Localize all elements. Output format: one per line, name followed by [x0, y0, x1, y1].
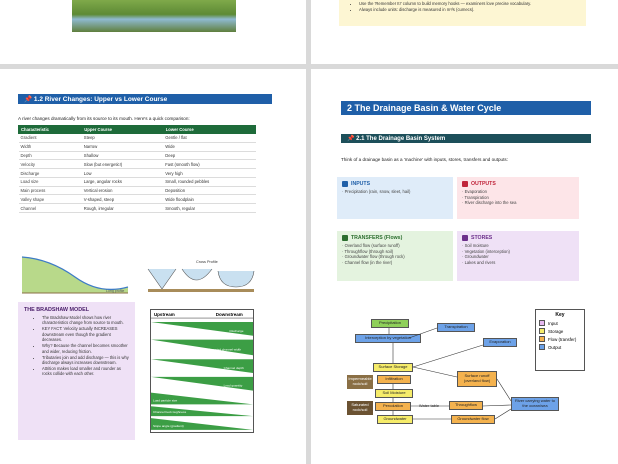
table-cell: Vertical erosion [82, 186, 163, 195]
outputs-card [457, 177, 579, 219]
table-row [19, 142, 256, 151]
tip-item: • Use the 'Remember It!' column to build memory hooks — examiners love precise vocabulary. [359, 1, 578, 7]
key-title: Key [555, 312, 565, 318]
bradshaw-chart [150, 309, 254, 433]
bradshaw-point: • Why? Because the channel becomes smoother and wider, reducing friction. [42, 343, 129, 354]
table-row [19, 169, 256, 178]
table-cell: Width [19, 142, 82, 151]
inputs-item: · Precipitation (rain, snow, sleet, hail) [342, 189, 411, 194]
table-cell: Valley shape [19, 195, 82, 204]
transfers-icon [342, 235, 348, 241]
surface-runoff-box: Surface runoff (overland flow) [457, 371, 497, 387]
transfers-item: · Groundwater flow (through rock) [342, 254, 405, 260]
upstream-label: Upstream [153, 312, 175, 318]
tip-item: • Always include units: discharge is measured in m³/s (cumecs). [359, 7, 578, 13]
stores-item: · Soil moisture [462, 243, 489, 248]
wedge-label: Load particle size [152, 398, 178, 403]
comparison-table [18, 125, 256, 213]
table-cell: Large, angular rocks [82, 177, 163, 186]
downstream-label: Downstream [215, 312, 243, 318]
section-heading: 📌 2.1 The Drainage Basin System [341, 134, 591, 143]
transpiration-box: Transpiration [437, 323, 475, 332]
transfers-item: · Overland flow (surface runoff) [342, 243, 400, 248]
section-heading: 📌 1.2 River Changes: Upper vs Lower Course [18, 94, 272, 104]
page-fragment-top-left [0, 0, 306, 64]
table-cell: Small, rounded pebbles [163, 177, 255, 186]
section-intro: A river changes dramatically from its source to its mouth. Here's a quick comparison: [18, 116, 190, 121]
inputs-title: INPUTS [351, 181, 371, 187]
inputs-icon [342, 181, 348, 187]
wedge-label: Discharge [229, 328, 244, 333]
table-cell: Smooth, regular [163, 204, 255, 213]
table-header: Lower Course [163, 126, 255, 134]
bradshaw-model-box [18, 302, 135, 440]
stores-title: STORES [471, 235, 493, 241]
table-cell: Shallow [82, 151, 163, 160]
stores-item: · Groundwater [462, 254, 489, 260]
cross-profile-label: Cross Profile [196, 260, 218, 264]
water-table-label: Water table [418, 403, 440, 409]
table-cell: Load size [19, 177, 82, 186]
table-header: Characteristic [19, 126, 82, 134]
river-photo [72, 0, 236, 32]
key-entry: Storage [539, 328, 581, 334]
table-cell: Rough, irregular [82, 204, 163, 213]
water-cycle-diagram [347, 305, 585, 449]
key-entry: Input [539, 320, 581, 326]
river-output-box: River carrying water to the ocean/sea [511, 397, 559, 411]
table-row [19, 160, 256, 169]
table-cell: Wide [163, 142, 255, 151]
groundwater-flow-box: Groundwater flow [451, 415, 495, 424]
table-cell: Gradient [19, 134, 82, 143]
evaporation-box: Evaporation [483, 338, 517, 347]
groundwater-box: Groundwater [377, 415, 413, 424]
transfers-item: · Channel flow (in the river) [342, 259, 393, 265]
wedge-label: Slope angle (gradient) [152, 423, 184, 428]
section-intro: Think of a drainage basin as a 'machine' with inputs, stores, transfers and outputs: [341, 157, 508, 162]
table-header-row [19, 126, 256, 134]
key-entry: Output [539, 344, 581, 350]
table-row [19, 151, 256, 160]
transfers-item: · Throughflow (through soil) [342, 248, 394, 254]
table-row [19, 195, 256, 204]
table-cell: Discharge [19, 169, 82, 178]
table-cell: Very high [163, 169, 255, 178]
table-cell: Narrow [82, 142, 163, 151]
outputs-item: · River discharge into the sea [462, 200, 517, 206]
impermeable-label: Impermeable rock/soil [347, 375, 373, 389]
page-drainage-basin [311, 69, 618, 464]
table-cell: Channel [19, 204, 82, 213]
saturated-label: Saturated rock/soil [347, 401, 373, 415]
throughflow-box: Throughflow [449, 401, 483, 410]
long-profile-diagram [20, 251, 130, 295]
exam-tips-box [339, 0, 586, 26]
interception-box: Interception by vegetation [355, 334, 421, 343]
stores-icon [462, 235, 468, 241]
outputs-icon [462, 181, 468, 187]
stores-card [457, 231, 579, 281]
outputs-item: · Evaporation [462, 189, 487, 194]
table-cell: Deep [163, 151, 255, 160]
infiltration-box: Infiltration [377, 375, 411, 384]
diagram-key [535, 309, 585, 371]
page-fragment-top-right [311, 0, 618, 64]
table-cell: Depth [19, 151, 82, 160]
percolation-box: Percolation [375, 402, 411, 411]
key-entry: Flow (transfer) [539, 336, 581, 342]
bradshaw-point: • The Bradshaw Model shows how river characteristics change from source to mouth. [42, 315, 129, 326]
wedge-label: Channel depth [223, 366, 244, 371]
outputs-item: · Transpiration [462, 194, 489, 200]
bradshaw-point: • Tributaries join and add discharge — this is why discharge always increases downstream. [42, 355, 129, 366]
table-cell: Steep [82, 134, 163, 143]
table-cell: V-shaped, steep [82, 195, 163, 204]
wedge-label: Load quantity [223, 383, 243, 388]
long-profile-label: Long profile [106, 289, 125, 293]
table-header: Upper Course [82, 126, 163, 134]
transfers-title: TRANSFERS (Flows) [351, 235, 403, 241]
page-river-changes [0, 69, 306, 464]
surface-storage-box: Surface Storage [373, 363, 413, 372]
transfers-card [337, 231, 453, 281]
precipitation-box: Precipitation [371, 319, 409, 328]
outputs-title: OUTPUTS [471, 181, 496, 187]
flow-arrows [347, 305, 535, 445]
table-cell: Fast (smooth flow) [163, 160, 255, 169]
chapter-heading: 2 The Drainage Basin & Water Cycle [341, 101, 591, 115]
table-row [19, 177, 256, 186]
table-row [19, 134, 256, 143]
table-cell: Gentle / flat [163, 134, 255, 143]
table-cell: Low [82, 169, 163, 178]
wedge-label: Channel bed roughness [152, 410, 187, 415]
table-cell: Main process [19, 186, 82, 195]
bradshaw-title: THE BRADSHAW MODEL [24, 307, 89, 313]
stores-item: · Vegetation (interception) [462, 248, 510, 254]
table-row [19, 186, 256, 195]
bradshaw-point: • KEY FACT: Velocity actually INCREASES downstream even though the gradient decreases. [42, 326, 129, 342]
wedge-label: Occupied channel width [207, 347, 242, 352]
cross-profile-diagram [146, 257, 256, 297]
inputs-card [337, 177, 453, 219]
table-cell: Wide floodplain [163, 195, 255, 204]
bradshaw-point: • Attrition makes load smaller and rounder as rocks collide with each other. [42, 366, 129, 377]
table-cell: Slow (but energetic!) [82, 160, 163, 169]
table-cell: Velocity [19, 160, 82, 169]
table-row [19, 204, 256, 213]
soil-moisture-box: Soil Moisture [375, 389, 413, 398]
stores-item: · Lakes and rivers [462, 259, 496, 265]
table-cell: Deposition [163, 186, 255, 195]
